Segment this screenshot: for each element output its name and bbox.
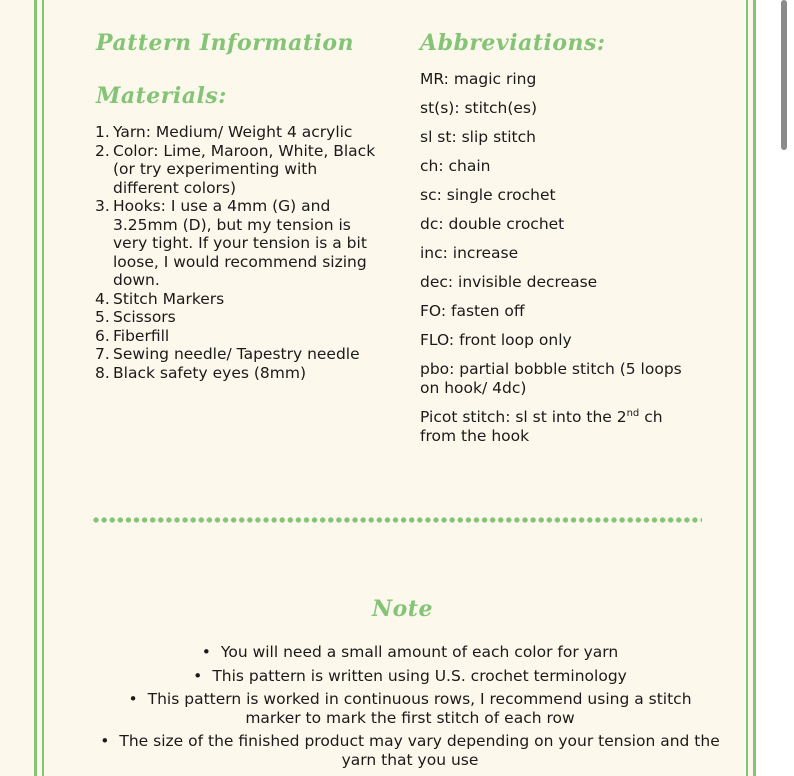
item-text: Fiberfill (113, 326, 170, 345)
abbreviation-entry: st(s): stitch(es) (420, 99, 538, 117)
scrollbar-track[interactable] (756, 0, 794, 776)
note-heading: Note (372, 596, 433, 622)
bullet-icon: • (100, 732, 110, 750)
abbreviation-entry: pbo: partial bobble stitch (5 loops on hook/ 4dc) (420, 360, 682, 397)
abbreviation-entry-picot (420, 408, 700, 445)
item-text: Stitch Markers (113, 289, 225, 308)
item-number: 6. (95, 326, 110, 345)
item-number: 2. (95, 141, 110, 160)
abbreviation-entry: dc: double crochet (420, 215, 565, 233)
note-item (100, 732, 720, 769)
item-number: 8. (95, 363, 110, 382)
abbreviation-entry: inc: increase (420, 244, 519, 262)
note-item (100, 690, 720, 727)
item-text: Scissors (113, 308, 176, 326)
materials-item (95, 197, 380, 290)
note-text: This pattern is worked in continuous rows, I recommend using a stitch marker to mark the first stitch of each row (147, 690, 692, 727)
materials-item (95, 327, 380, 346)
materials-item (95, 142, 380, 198)
left-border-inner (42, 0, 44, 776)
materials-item (95, 123, 380, 142)
abbreviation-entry: sl st: slip stitch (420, 128, 536, 146)
note-text: You will need a small amount of each color for yarn (220, 643, 619, 661)
bullet-icon: • (193, 666, 203, 685)
abbreviation-entry: FO: fasten off (420, 302, 525, 320)
picot-text-after: ch from the hook (420, 408, 663, 445)
materials-heading: Materials: (96, 83, 227, 109)
pattern-information-heading: Pattern Information (96, 30, 355, 56)
materials-item (95, 308, 380, 327)
materials-item (95, 364, 380, 383)
picot-superscript: nd (626, 407, 640, 419)
materials-list (95, 123, 380, 382)
materials-item (95, 345, 380, 364)
materials-item (95, 290, 380, 309)
abbreviation-entry: MR: magic ring (420, 70, 537, 88)
bullet-icon: • (201, 643, 211, 661)
item-number: 1. (95, 123, 110, 141)
dotted-divider (92, 515, 702, 525)
scrollbar-thumb[interactable] (781, 0, 787, 150)
left-border-outer (34, 0, 37, 776)
item-number: 7. (95, 345, 110, 363)
notes-list (100, 643, 720, 774)
item-text: Black safety eyes (8mm) (113, 363, 307, 382)
abbreviation-entry: ch: chain (420, 157, 491, 175)
note-text: The size of the finished product may vary depending on your tension and the yarn that you use (119, 732, 720, 769)
picot-text-before: Picot stitch: sl st into the 2 (420, 408, 627, 426)
note-text: This pattern is written using U.S. crochet terminology (212, 666, 627, 685)
note-item (100, 667, 720, 686)
abbreviation-entry: dec: invisible decrease (420, 273, 598, 291)
item-text: Color: Lime, Maroon, White, Black (or try experimenting with different colors) (113, 141, 376, 197)
bullet-icon: • (128, 690, 138, 708)
abbreviations-heading: Abbreviations: (420, 30, 606, 56)
note-item (100, 643, 720, 662)
abbreviation-entry: FLO: front loop only (420, 331, 572, 349)
item-number: 5. (95, 308, 110, 326)
item-text: Yarn: Medium/ Weight 4 acrylic (113, 123, 353, 141)
right-border-inner (746, 0, 748, 776)
item-number: 4. (95, 289, 110, 308)
item-text: Hooks: I use a 4mm (G) and 3.25mm (D), but my tension is very tight. If your tension is a bit loose, I would recommend sizing down. (113, 197, 367, 289)
item-text: Sewing needle/ Tapestry needle (113, 345, 360, 363)
abbreviation-entry: sc: single crochet (420, 186, 556, 204)
item-number: 3. (95, 197, 110, 215)
